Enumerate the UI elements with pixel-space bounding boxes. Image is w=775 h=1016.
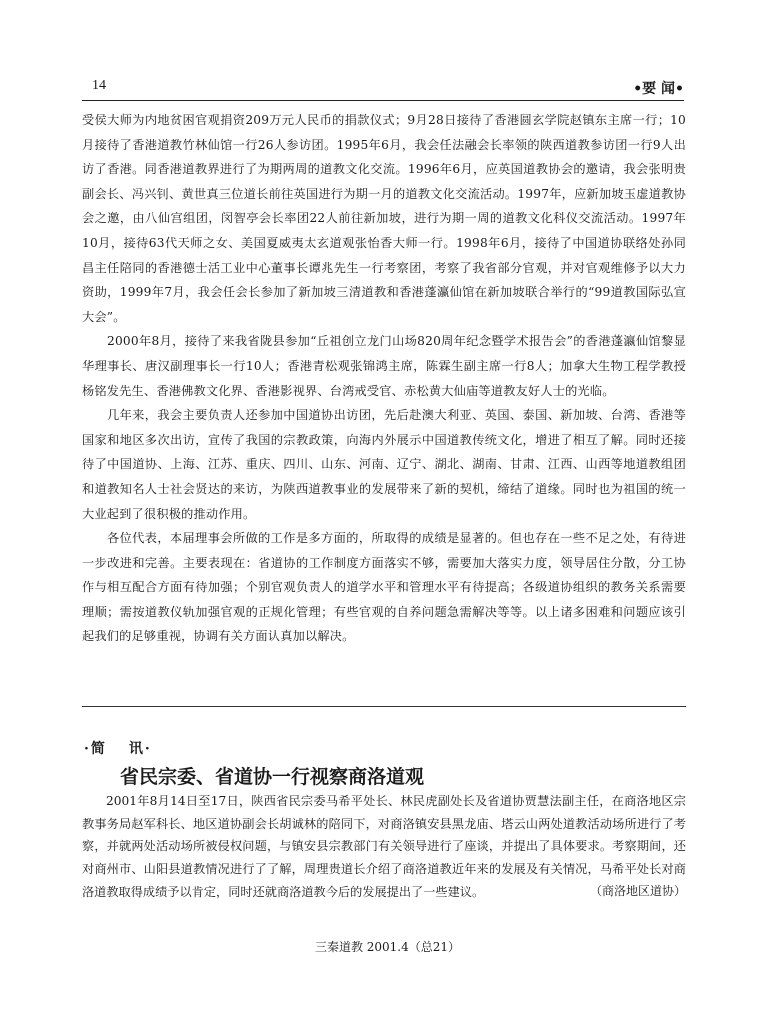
paragraph-2: 2000年8月，接待了来我省陇县参加“丘祖创立龙门山场820周年纪念暨学术报告会”的香港蓬瀛仙馆黎显华理事长、唐汉副理事长一行10人；香港青松观张锦鸿主席，陈霖生副主席一行8人；加拿大生物工程学教授杨铭发先生、香港佛教文化界、香港影视界、台湾戒受官、赤松黄大仙庙等道教友好人士的光临。 — [82, 334, 686, 398]
brief-label-left: ·简 — [84, 741, 107, 757]
brief-label-right: 讯· — [128, 741, 152, 757]
paragraph-1: 受侯大师为内地贫困官观捐资209万元人民币的捐款仪式；9月28日接待了香港圆玄学院赵镇东主席一行；10月接待了香港道教竹林仙馆一行26人参访团。1995年6月，我会任法融会长率领的陕西道教参访团一行9人出访了香港。同香港道教界进行了为期两周的道教文化交流。1996年6月，应英国道教协会的邀请，我会张明贵副会长、冯兴钊、黄世真三位道长前往英国进行为期一月的道教文化交流活动。1997年，应新加坡玉虚道教协会之邀，由八仙宫组团，闵智亭会长率团22人前往新加坡，进行为期一周的道教文化科仪交流活动。1997年10月，接待63代天师之女、美国夏威夷太玄道观张怡香大师一行。1998年6月，接待了中国道协联络处孙同昌主任陪同的香港德士活工业中心董事长谭兆先生一行考察团，考察了我省部分官观，并对官观维修予以大力资助，1999年7月，我会任会长参加了新加坡三清道教和香港蓬瀛仙馆在新加坡联合举行的“99道教国际弘宣大会”。 — [82, 113, 686, 324]
paragraph-3: 几年来，我会主要负责人还参加中国道协出访团，先后赴澳大利亚、英国、泰国、新加坡、台湾、香港等国家和地区多次出访，宣传了我国的宗教政策，向海内外展示中国道教传统文化，增进了相互了解。同时还接待了中国道协、上海、江苏、重庆、四川、山东、河南、辽宁、湖北、湖南、甘肃、江西、山西等地道教组团和道教知名人士社会贤达的来访，为陕西道教事业的发展带来了新的契机，缔结了道缘。同时也为祖国的统一大业起到了很积极的推动作用。 — [82, 408, 686, 521]
page-footer: 三秦道教 2001.4（总21） — [314, 940, 461, 954]
page-header — [82, 78, 684, 98]
news-paragraph: 2001年8月14日至17日，陕西省民宗委马希平处长、林民虎副处长及省道协贾慧法副主任，在商洛地区宗教事务局赵军科长、地区道协副会长胡诚林的陪同下，对商洛镇安县黑龙庙、塔云山两处道教活动场所进行了考察，并就两处活动场所被侵权问题，与镇安县宗教部门有关领导进行了座谈，并提出了具体要求。考察期间，还对商州市、山阳县道教情况进行了了解，周理贵道长介绍了商洛道教近年来的发展及有关情况，马希平处长对商洛道教取得成绩予以肯定，同时还就商洛道教今后的发展提出了一些建议。 — [82, 794, 686, 899]
brief-section-label — [84, 738, 152, 758]
section-divider — [82, 706, 686, 707]
header-divider — [82, 100, 684, 101]
news-source: （商洛地区道协） — [589, 884, 686, 898]
news-title: 省民宗委、省道协一行视察商洛道观 — [120, 766, 425, 788]
section-label: •要 闻• — [633, 81, 684, 97]
page-number: 14 — [92, 78, 106, 93]
paragraph-4: 各位代表，本届理事会所做的工作是多方面的，所取得的成绩是显著的。但也存在一些不足之处，有待进一步改进和完善。主要表现在：省道协的工作制度方面落实不够，需要加大落实力度，领导居住分散，分工协作与相互配合方面有待加强；个别官观负责人的道学水平和管理水平有待提高；各级道协组织的教务关系需要理顺；需按道教仪轨加强官观的正规化管理；有些官观的自养问题急需解决等等。以上诸多困难和问题应该引起我们的足够重视，协调有关方面认真加以解决。 — [82, 531, 686, 644]
article-body — [82, 108, 686, 649]
